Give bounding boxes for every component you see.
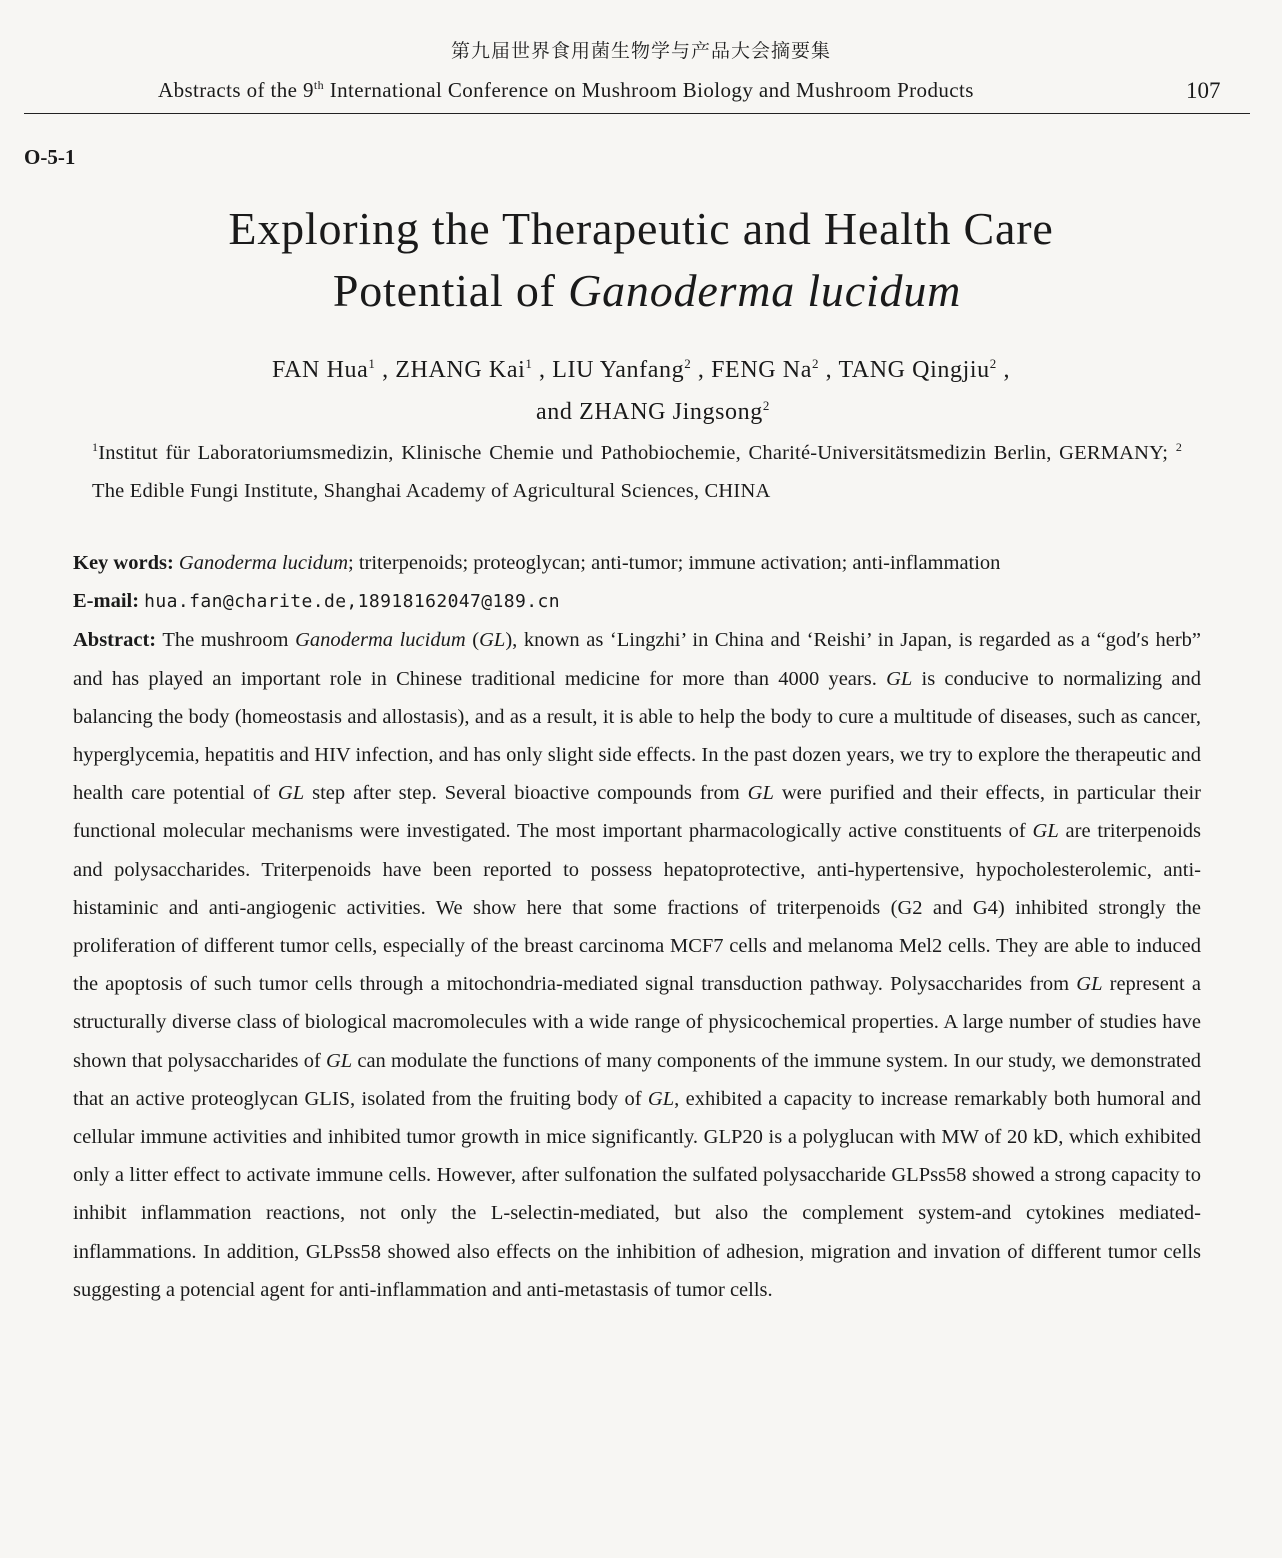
author-affiliation-mark: 2 — [811, 356, 820, 371]
abstract-italic-term: GL — [479, 629, 506, 652]
author-separator: , — [532, 357, 553, 383]
page-number: 107 — [1186, 78, 1221, 103]
running-header-english-sup: th — [313, 78, 325, 92]
running-header-chinese: 第九届世界食用菌生物学与产品大会摘要集 — [450, 40, 831, 62]
author-line-1 — [0, 346, 1282, 388]
abstract-text-segment: step after step. Several bioactive compounds from — [304, 782, 748, 805]
abstract-text-segment: ( — [465, 629, 480, 652]
paper-title — [0, 198, 1282, 322]
paper-body — [73, 544, 1201, 1309]
paper-title-line-2-species: Ganoderma lucidum — [568, 265, 962, 316]
author-list — [0, 346, 1282, 430]
abstract-text-segment: were purified and their effects, in particular their functional molecular mechanisms were investigated. The most important pharmacologically active constituents of — [73, 782, 1201, 843]
paper-code: O-5-1 — [24, 145, 76, 169]
abstract-text-segment: are triterpenoids and polysaccharides. Triterpenoids have been reported to possess hepatoprotective, anti-hypertensive, hypocholesterolemic, anti-histaminic and anti-angiogenic activities. We show here that some fractions of triterpenoids (G2 and G4) inhibited strongly the proliferation of different tumor cells, especially of the breast carcinoma MCF7 cells and melanoma Mel2 cells. They are able to induced the apoptosis of such tumor cells through a mitochondria-mediated signal transduction pathway. Polysaccharides from — [73, 820, 1201, 996]
email-label: E-mail: — [73, 590, 140, 613]
author-name: TANG Qingjiu — [838, 357, 990, 383]
affiliation-mark: 1 — [92, 440, 99, 454]
keywords-list: ; triterpenoids; proteoglycan; anti-tumor; immune activation; anti-inflammation — [348, 552, 1001, 574]
abstract-italic-term: GL — [1032, 820, 1059, 843]
header-rule — [24, 113, 1250, 114]
author-name: LIU Yanfang — [552, 357, 685, 383]
abstract-text-segment: ), known as ‘Lingzhi’ in China and ‘Reishi’ in Japan, is regarded as a “god′s herb” and has played an important role in Chinese traditional medicine for more than 4000 years. — [73, 629, 1202, 690]
abstract-italic-term: GL — [886, 667, 913, 690]
email — [73, 582, 1201, 621]
running-header-english-prefix: Abstracts of the 9 — [158, 78, 314, 102]
author-name: FENG Na — [711, 357, 812, 383]
running-header-english-suffix: International Conference on Mushroom Biology and Mushroom Products — [324, 78, 974, 102]
abstract-italic-term: GL — [277, 782, 305, 805]
author-name: ZHANG Kai — [395, 357, 526, 383]
author-line-2 — [0, 388, 1282, 430]
abstract-label: Abstract: — [73, 629, 157, 652]
author-affiliation-mark: 2 — [762, 398, 770, 413]
author-separator: , — [375, 357, 396, 383]
author-separator: , — [691, 357, 712, 383]
author-name: and ZHANG Jingsong — [536, 399, 763, 425]
abstract-italic-term: GL — [1076, 973, 1103, 996]
affiliations — [92, 428, 1182, 510]
email-value: hua.fan@charite.de,18918162047@189.cn — [144, 591, 560, 613]
running-header-english — [158, 78, 974, 103]
abstract-text-segment: , exhibited a capacity to increase remarkably both humoral and cellular immune activities and inhibited tumor growth in mice significantly. GLP20 is a polyglucan with MW of 20 kD, which exhibited only a litter effect to activate immune cells. However, after sulfonation the sulfated polysaccharide GLPss58 showed a strong capacity to inhibit inflammation reactions, not only the L-selectin-mediated, but also the complement system-and cytokines mediated-inflammations. In addition, GLPss58 showed also effects on the inhibition of adhesion, migration and invation of different tumor cells suggesting a potencial agent for anti-inflammation and anti-metastasis of tumor cells. — [73, 1087, 1201, 1301]
abstract-text-segment: represent a structurally diverse class of biological macromolecules with a wide range of physicochemical properties. A large number of studies have shown that polysaccharides of — [73, 973, 1201, 1072]
abstract-italic-term: Ganoderma lucidum — [295, 629, 466, 652]
abstract-italic-term: GL — [647, 1087, 675, 1110]
abstract — [73, 621, 1201, 1309]
abstract-italic-term: GL — [325, 1049, 353, 1072]
author-affiliation-mark: 2 — [684, 356, 692, 371]
affiliation-1: Institut für Laboratoriumsmedizin, Klinische Chemie und Pathobiochemie, Charité-Universitätsmedizin Berlin, GERMANY; — [98, 441, 1169, 464]
abstract-text-segment: can modulate the functions of many components of the immune system. In our study, we demonstrated that an active proteoglycan GLIS, isolated from the fruiting body of — [73, 1049, 1201, 1110]
author-name: FAN Hua — [271, 357, 369, 383]
abstract-text — [73, 629, 1201, 1300]
abstract-text-segment: is conducive to normalizing and balancing the body (homeostasis and allostasis), and as a result, it is able to help the body to cure a multitude of diseases, such as cancer, hyperglycemia, hepatitis and HIV infection, and has only slight side effects. In the past dozen years, we try to explore the therapeutic and health care potential of — [73, 667, 1201, 805]
keywords — [73, 544, 1201, 582]
keywords-label: Key words: — [73, 552, 174, 574]
affiliation-mark: 2 — [1175, 440, 1183, 454]
author-separator: , — [996, 357, 1011, 383]
paper-title-line-2-plain: Potential of — [332, 265, 569, 316]
author-affiliation-mark: 1 — [525, 356, 533, 371]
author-affiliation-mark: 2 — [989, 356, 997, 371]
author-affiliation-mark: 1 — [368, 356, 376, 371]
affiliation-2: The Edible Fungi Institute, Shanghai Academy of Agricultural Sciences, CHINA — [92, 479, 771, 502]
abstract-italic-term: GL — [747, 782, 774, 805]
paper-title-line-2 — [0, 260, 1282, 322]
paper-title-line-1: Exploring the Therapeutic and Health Care — [228, 203, 1054, 254]
abstract-text-segment: The mushroom — [156, 629, 296, 652]
author-separator: , — [819, 357, 839, 383]
keywords-species: Ganoderma lucidum — [178, 552, 349, 574]
